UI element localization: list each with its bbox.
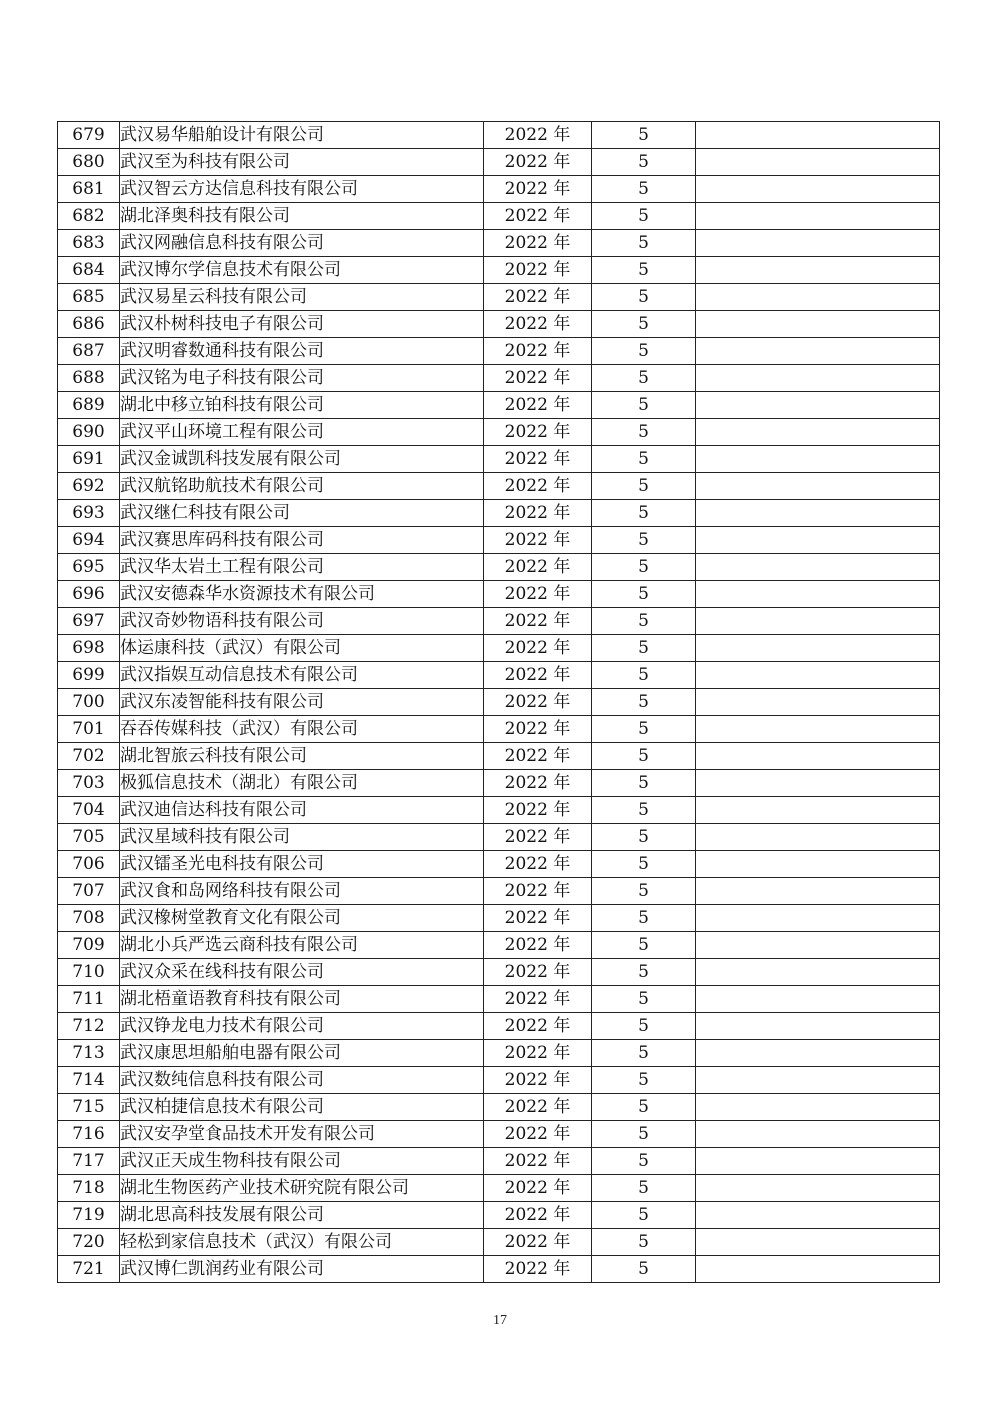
row-number-cell: 698: [58, 635, 120, 662]
table-row: [58, 608, 940, 635]
table-row: [58, 1094, 940, 1121]
year-cell: 2022 年: [484, 959, 592, 986]
year-cell: 2022 年: [484, 1094, 592, 1121]
note-cell: [696, 1121, 940, 1148]
value-cell: 5: [592, 284, 696, 311]
company-name-cell: 湖北梧童语教育科技有限公司: [120, 986, 484, 1013]
year-cell: 2022 年: [484, 446, 592, 473]
note-cell: [696, 1175, 940, 1202]
row-number-cell: 694: [58, 527, 120, 554]
company-name-cell: 武汉博仁凯润药业有限公司: [120, 1256, 484, 1283]
table-row: [58, 743, 940, 770]
year-cell: 2022 年: [484, 365, 592, 392]
value-cell: 5: [592, 959, 696, 986]
row-number-cell: 702: [58, 743, 120, 770]
value-cell: 5: [592, 122, 696, 149]
company-name-cell: 武汉康思坦船舶电器有限公司: [120, 1040, 484, 1067]
note-cell: [696, 716, 940, 743]
note-cell: [696, 284, 940, 311]
value-cell: 5: [592, 1040, 696, 1067]
table-row: [58, 905, 940, 932]
table-row: [58, 311, 940, 338]
row-number-cell: 688: [58, 365, 120, 392]
year-cell: 2022 年: [484, 1121, 592, 1148]
table-row: [58, 1175, 940, 1202]
value-cell: 5: [592, 1094, 696, 1121]
table-row: [58, 500, 940, 527]
table-row: [58, 716, 940, 743]
company-name-cell: 武汉继仁科技有限公司: [120, 500, 484, 527]
row-number-cell: 715: [58, 1094, 120, 1121]
year-cell: 2022 年: [484, 1013, 592, 1040]
note-cell: [696, 1040, 940, 1067]
company-name-cell: 吞吞传媒科技（武汉）有限公司: [120, 716, 484, 743]
table-row: [58, 1040, 940, 1067]
row-number-cell: 701: [58, 716, 120, 743]
row-number-cell: 712: [58, 1013, 120, 1040]
note-cell: [696, 932, 940, 959]
company-name-cell: 武汉平山环境工程有限公司: [120, 419, 484, 446]
value-cell: 5: [592, 230, 696, 257]
note-cell: [696, 311, 940, 338]
value-cell: 5: [592, 257, 696, 284]
value-cell: 5: [592, 392, 696, 419]
table-row: [58, 878, 940, 905]
note-cell: [696, 122, 940, 149]
company-name-cell: 武汉食和岛网络科技有限公司: [120, 878, 484, 905]
year-cell: 2022 年: [484, 419, 592, 446]
row-number-cell: 691: [58, 446, 120, 473]
value-cell: 5: [592, 149, 696, 176]
year-cell: 2022 年: [484, 1229, 592, 1256]
table-row: [58, 554, 940, 581]
row-number-cell: 682: [58, 203, 120, 230]
table-row: [58, 851, 940, 878]
value-cell: 5: [592, 1067, 696, 1094]
value-cell: 5: [592, 527, 696, 554]
note-cell: [696, 473, 940, 500]
company-name-cell: 武汉星域科技有限公司: [120, 824, 484, 851]
note-cell: [696, 1013, 940, 1040]
year-cell: 2022 年: [484, 122, 592, 149]
row-number-cell: 703: [58, 770, 120, 797]
company-name-cell: 武汉铮龙电力技术有限公司: [120, 1013, 484, 1040]
row-number-cell: 685: [58, 284, 120, 311]
row-number-cell: 708: [58, 905, 120, 932]
value-cell: 5: [592, 662, 696, 689]
year-cell: 2022 年: [484, 824, 592, 851]
value-cell: 5: [592, 338, 696, 365]
table-row: [58, 284, 940, 311]
note-cell: [696, 581, 940, 608]
value-cell: 5: [592, 716, 696, 743]
year-cell: 2022 年: [484, 149, 592, 176]
year-cell: 2022 年: [484, 1175, 592, 1202]
company-name-cell: 武汉迪信达科技有限公司: [120, 797, 484, 824]
note-cell: [696, 986, 940, 1013]
table-row: [58, 959, 940, 986]
note-cell: [696, 392, 940, 419]
value-cell: 5: [592, 203, 696, 230]
year-cell: 2022 年: [484, 1067, 592, 1094]
row-number-cell: 689: [58, 392, 120, 419]
value-cell: 5: [592, 986, 696, 1013]
note-cell: [696, 1256, 940, 1283]
value-cell: 5: [592, 554, 696, 581]
table-row: [58, 1067, 940, 1094]
year-cell: 2022 年: [484, 689, 592, 716]
note-cell: [696, 230, 940, 257]
value-cell: 5: [592, 446, 696, 473]
row-number-cell: 709: [58, 932, 120, 959]
company-name-cell: 武汉赛思库码科技有限公司: [120, 527, 484, 554]
table-row: [58, 986, 940, 1013]
row-number-cell: 679: [58, 122, 120, 149]
note-cell: [696, 635, 940, 662]
company-name-cell: 武汉东凌智能科技有限公司: [120, 689, 484, 716]
year-cell: 2022 年: [484, 581, 592, 608]
year-cell: 2022 年: [484, 311, 592, 338]
table-row: [58, 635, 940, 662]
value-cell: 5: [592, 932, 696, 959]
company-name-cell: 武汉安德森华水资源技术有限公司: [120, 581, 484, 608]
note-cell: [696, 257, 940, 284]
year-cell: 2022 年: [484, 851, 592, 878]
note-cell: [696, 527, 940, 554]
company-name-cell: 轻松到家信息技术（武汉）有限公司: [120, 1229, 484, 1256]
value-cell: 5: [592, 851, 696, 878]
table-row: [58, 770, 940, 797]
year-cell: 2022 年: [484, 635, 592, 662]
note-cell: [696, 959, 940, 986]
company-name-cell: 武汉指娱互动信息技术有限公司: [120, 662, 484, 689]
table-body: [58, 122, 940, 1283]
row-number-cell: 707: [58, 878, 120, 905]
year-cell: 2022 年: [484, 797, 592, 824]
year-cell: 2022 年: [484, 257, 592, 284]
year-cell: 2022 年: [484, 176, 592, 203]
value-cell: 5: [592, 824, 696, 851]
row-number-cell: 720: [58, 1229, 120, 1256]
company-name-cell: 极狐信息技术（湖北）有限公司: [120, 770, 484, 797]
year-cell: 2022 年: [484, 1256, 592, 1283]
note-cell: [696, 1202, 940, 1229]
table-row: [58, 662, 940, 689]
table-row: [58, 527, 940, 554]
company-name-cell: 武汉橡树堂教育文化有限公司: [120, 905, 484, 932]
value-cell: 5: [592, 1229, 696, 1256]
year-cell: 2022 年: [484, 500, 592, 527]
row-number-cell: 718: [58, 1175, 120, 1202]
table-row: [58, 392, 940, 419]
table-row: [58, 689, 940, 716]
row-number-cell: 690: [58, 419, 120, 446]
year-cell: 2022 年: [484, 743, 592, 770]
value-cell: 5: [592, 770, 696, 797]
year-cell: 2022 年: [484, 905, 592, 932]
row-number-cell: 699: [58, 662, 120, 689]
table-row: [58, 1256, 940, 1283]
company-name-cell: 武汉朴树科技电子有限公司: [120, 311, 484, 338]
value-cell: 5: [592, 1202, 696, 1229]
row-number-cell: 713: [58, 1040, 120, 1067]
year-cell: 2022 年: [484, 716, 592, 743]
value-cell: 5: [592, 1013, 696, 1040]
note-cell: [696, 689, 940, 716]
company-name-cell: 武汉易华船舶设计有限公司: [120, 122, 484, 149]
value-cell: 5: [592, 878, 696, 905]
year-cell: 2022 年: [484, 1040, 592, 1067]
note-cell: [696, 419, 940, 446]
table-row: [58, 230, 940, 257]
company-name-cell: 武汉众采在线科技有限公司: [120, 959, 484, 986]
row-number-cell: 721: [58, 1256, 120, 1283]
row-number-cell: 683: [58, 230, 120, 257]
company-name-cell: 武汉至为科技有限公司: [120, 149, 484, 176]
value-cell: 5: [592, 1256, 696, 1283]
year-cell: 2022 年: [484, 608, 592, 635]
note-cell: [696, 743, 940, 770]
company-name-cell: 武汉镭圣光电科技有限公司: [120, 851, 484, 878]
year-cell: 2022 年: [484, 230, 592, 257]
note-cell: [696, 1148, 940, 1175]
table-row: [58, 338, 940, 365]
note-cell: [696, 176, 940, 203]
row-number-cell: 687: [58, 338, 120, 365]
table-row: [58, 176, 940, 203]
row-number-cell: 693: [58, 500, 120, 527]
table-row: [58, 419, 940, 446]
value-cell: 5: [592, 176, 696, 203]
company-name-cell: 湖北思高科技发展有限公司: [120, 1202, 484, 1229]
value-cell: 5: [592, 797, 696, 824]
company-name-cell: 湖北中移立铂科技有限公司: [120, 392, 484, 419]
company-name-cell: 武汉易星云科技有限公司: [120, 284, 484, 311]
note-cell: [696, 770, 940, 797]
table-row: [58, 122, 940, 149]
value-cell: 5: [592, 743, 696, 770]
note-cell: [696, 1067, 940, 1094]
row-number-cell: 696: [58, 581, 120, 608]
year-cell: 2022 年: [484, 554, 592, 581]
company-name-cell: 武汉博尔学信息技术有限公司: [120, 257, 484, 284]
year-cell: 2022 年: [484, 878, 592, 905]
year-cell: 2022 年: [484, 770, 592, 797]
company-name-cell: 武汉智云方达信息科技有限公司: [120, 176, 484, 203]
year-cell: 2022 年: [484, 338, 592, 365]
company-name-cell: 武汉金诚凯科技发展有限公司: [120, 446, 484, 473]
note-cell: [696, 824, 940, 851]
note-cell: [696, 797, 940, 824]
year-cell: 2022 年: [484, 1202, 592, 1229]
company-name-cell: 武汉奇妙物语科技有限公司: [120, 608, 484, 635]
year-cell: 2022 年: [484, 662, 592, 689]
row-number-cell: 692: [58, 473, 120, 500]
table-row: [58, 1202, 940, 1229]
year-cell: 2022 年: [484, 284, 592, 311]
company-name-cell: 体运康科技（武汉）有限公司: [120, 635, 484, 662]
table-row: [58, 473, 940, 500]
note-cell: [696, 554, 940, 581]
table-row: [58, 1121, 940, 1148]
table-row: [58, 257, 940, 284]
row-number-cell: 697: [58, 608, 120, 635]
note-cell: [696, 878, 940, 905]
table-row: [58, 1013, 940, 1040]
note-cell: [696, 149, 940, 176]
company-name-cell: 武汉网融信息科技有限公司: [120, 230, 484, 257]
table-row: [58, 446, 940, 473]
table-row: [58, 1229, 940, 1256]
year-cell: 2022 年: [484, 527, 592, 554]
row-number-cell: 705: [58, 824, 120, 851]
table-row: [58, 1148, 940, 1175]
table-row: [58, 932, 940, 959]
company-name-cell: 湖北生物医药产业技术研究院有限公司: [120, 1175, 484, 1202]
value-cell: 5: [592, 1175, 696, 1202]
row-number-cell: 700: [58, 689, 120, 716]
value-cell: 5: [592, 689, 696, 716]
year-cell: 2022 年: [484, 203, 592, 230]
note-cell: [696, 365, 940, 392]
note-cell: [696, 1094, 940, 1121]
value-cell: 5: [592, 635, 696, 662]
company-name-cell: 武汉柏捷信息技术有限公司: [120, 1094, 484, 1121]
table-row: [58, 824, 940, 851]
company-table: [57, 121, 940, 1283]
value-cell: 5: [592, 581, 696, 608]
value-cell: 5: [592, 608, 696, 635]
note-cell: [696, 608, 940, 635]
year-cell: 2022 年: [484, 986, 592, 1013]
company-name-cell: 湖北小兵严选云商科技有限公司: [120, 932, 484, 959]
value-cell: 5: [592, 905, 696, 932]
note-cell: [696, 338, 940, 365]
row-number-cell: 695: [58, 554, 120, 581]
row-number-cell: 684: [58, 257, 120, 284]
row-number-cell: 681: [58, 176, 120, 203]
company-name-cell: 武汉航铭助航技术有限公司: [120, 473, 484, 500]
year-cell: 2022 年: [484, 1148, 592, 1175]
table-row: [58, 797, 940, 824]
table-row: [58, 149, 940, 176]
company-name-cell: 湖北智旅云科技有限公司: [120, 743, 484, 770]
value-cell: 5: [592, 473, 696, 500]
value-cell: 5: [592, 1148, 696, 1175]
table-row: [58, 203, 940, 230]
value-cell: 5: [592, 419, 696, 446]
year-cell: 2022 年: [484, 932, 592, 959]
row-number-cell: 710: [58, 959, 120, 986]
note-cell: [696, 662, 940, 689]
row-number-cell: 706: [58, 851, 120, 878]
note-cell: [696, 1229, 940, 1256]
company-name-cell: 武汉安孕堂食品技术开发有限公司: [120, 1121, 484, 1148]
row-number-cell: 717: [58, 1148, 120, 1175]
page-number: 17: [493, 1313, 507, 1328]
row-number-cell: 716: [58, 1121, 120, 1148]
company-name-cell: 武汉华太岩土工程有限公司: [120, 554, 484, 581]
row-number-cell: 686: [58, 311, 120, 338]
value-cell: 5: [592, 365, 696, 392]
row-number-cell: 680: [58, 149, 120, 176]
company-name-cell: 武汉明睿数通科技有限公司: [120, 338, 484, 365]
row-number-cell: 711: [58, 986, 120, 1013]
table-row: [58, 581, 940, 608]
row-number-cell: 719: [58, 1202, 120, 1229]
year-cell: 2022 年: [484, 392, 592, 419]
company-name-cell: 武汉数纯信息科技有限公司: [120, 1067, 484, 1094]
note-cell: [696, 905, 940, 932]
company-name-cell: 武汉铭为电子科技有限公司: [120, 365, 484, 392]
table-row: [58, 365, 940, 392]
company-name-cell: 湖北泽奥科技有限公司: [120, 203, 484, 230]
year-cell: 2022 年: [484, 473, 592, 500]
value-cell: 5: [592, 311, 696, 338]
note-cell: [696, 203, 940, 230]
row-number-cell: 704: [58, 797, 120, 824]
note-cell: [696, 500, 940, 527]
note-cell: [696, 851, 940, 878]
note-cell: [696, 446, 940, 473]
row-number-cell: 714: [58, 1067, 120, 1094]
value-cell: 5: [592, 500, 696, 527]
company-name-cell: 武汉正天成生物科技有限公司: [120, 1148, 484, 1175]
value-cell: 5: [592, 1121, 696, 1148]
